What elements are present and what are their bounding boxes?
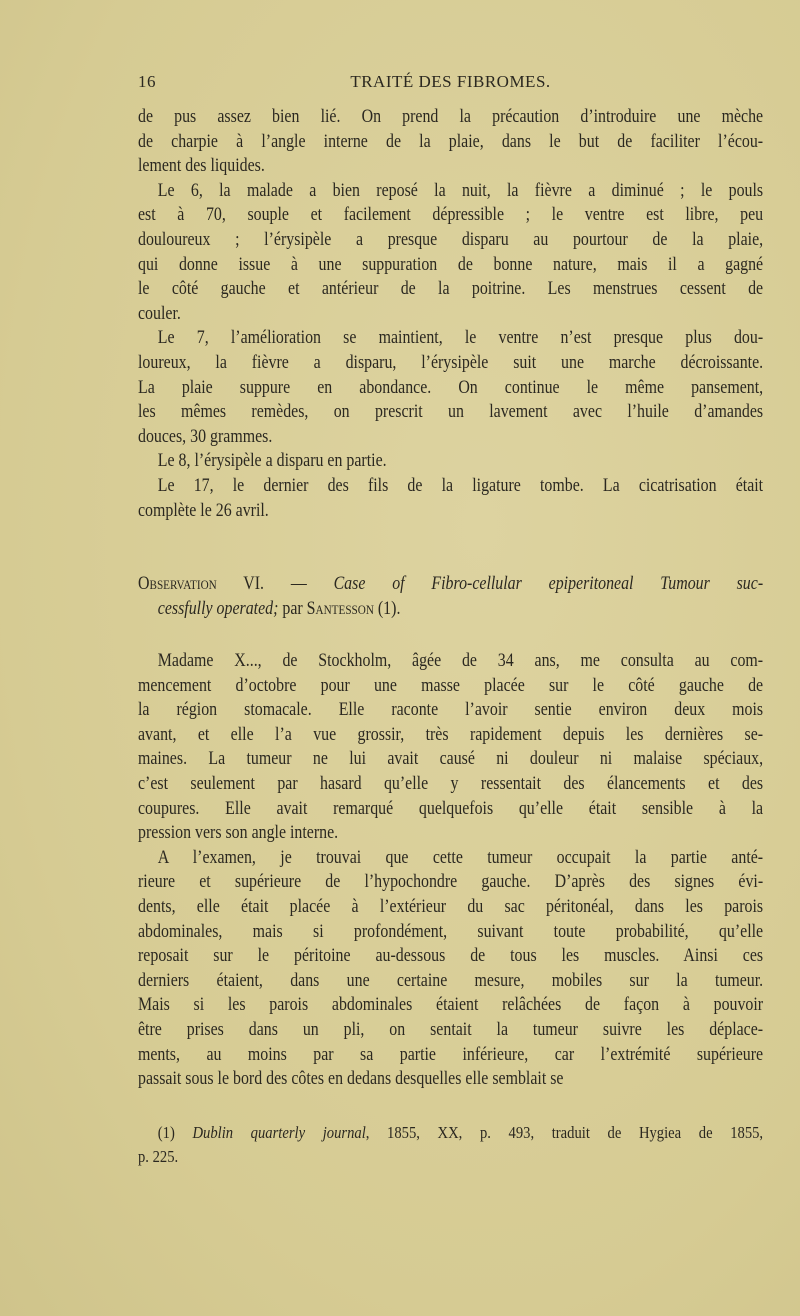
footnote-journal: Dublin quarterly journal [192,1123,366,1142]
text-line: Madame X..., de Stockholm, âgée de 34 ans, me consulta au com- [157,651,764,671]
text-line: A l’examen, je trouvai que cette tumeur occupait la partie anté- [157,847,764,868]
paragraph [138,326,763,449]
text-line: être prises dans un pli, on sentait la tumeur suivre les déplace- [138,1019,764,1040]
paragraph [138,105,763,179]
footnote-line-1 [138,1121,763,1145]
paragraph [138,649,763,846]
text-line: avant, et elle l’a vue grossir, très rapidement depuis les dernières se- [138,724,764,745]
footnote [138,1121,763,1169]
text-line: de pus assez bien lié. On prend la précaution d’introduire une mèche [138,107,764,127]
text-line: qui donne issue à une suppuration de bonne nature, mais il a gagné [138,254,764,275]
body-text-observation [138,649,763,1092]
observation-heading-line-1 [138,572,763,597]
text-line: la région stomacale. Elle raconte l’avoir sentie environ deux mois [138,700,764,721]
observation-label: Observation [138,574,217,594]
paragraph [138,474,763,523]
text-line: derniers étaient, dans une certaine mesure, mobiles sur la tumeur. [138,970,764,991]
body-text-top [138,105,763,523]
page-number: 16 [138,72,156,91]
text-line: douces, 30 grammes. [138,426,273,447]
text-line: c’est seulement par hasard qu’elle y ressentait des élancements et des [138,773,764,794]
text-line: La plaie suppure en abondance. On continue le même pansement, [138,377,764,398]
running-header [138,72,763,96]
text-line: abdominales, mais si profondément, suivant toute probabilité, qu’elle [138,921,764,942]
text-line: dents, elle était placée à l’extérieur du sac péritonéal, dans les parois [138,896,764,917]
footnote-marker: (1) [157,1123,193,1142]
text-line: ments, au moins par sa partie inférieure, car l’extrémité supérieure [138,1044,764,1065]
running-title: TRAITÉ DES FIBROMES. [350,72,551,91]
text-line: coupures. Elle avait remarqué quelquefois qu’elle était sensible à la [138,798,764,819]
observation-title-cont: cessfully operated; [157,598,279,619]
footnote-reference: (1). [373,598,401,619]
text-line: le côté gauche et antérieur de la poitrine. Les menstrues cessent de [138,279,764,300]
text-line: Le 17, le dernier des fils de la ligature tombe. La cicatrisation était [157,475,764,496]
text-line: mencement d’octobre pour une masse placée sur le côté gauche de [138,675,764,696]
text-line: loureux, la fièvre a disparu, l’érysipèle suit une marche décroissante. [138,352,764,373]
observation-par: par [278,598,307,619]
paragraph [138,179,763,327]
text-line: douloureux ; l’érysipèle a presque disparu au pourtour de la plaie, [138,229,764,250]
text-line: Le 6, la malade a bien reposé la nuit, la fièvre a diminué ; le pouls [157,180,764,201]
text-line: passait sous le bord des côtes en dedans desquelles elle semblait se [138,1069,564,1090]
observation-heading-line-2 [138,597,763,622]
text-line: couler. [138,303,181,324]
footnote-line-2: p. 225. [138,1147,179,1166]
paragraph [138,846,763,1092]
footnote-citation: , 1855, XX, p. 493, traduit de Hygiea de 1855, [365,1123,764,1142]
observation-title: Case of Fibro-cellular epiperitoneal Tumour suc- [333,574,764,594]
observation-author: Santesson [306,598,374,619]
text-line: Mais si les parois abdominales étaient relâchées de façon à pouvoir [138,995,764,1016]
text-line: pression vers son angle interne. [138,823,339,844]
text-line: complète le 26 avril. [138,500,269,521]
text-line: est à 70, souple et facilement dépressible ; le ventre est libre, peu [138,205,764,226]
text-line: Le 8, l’érysipèle a disparu en partie. [157,451,387,472]
text-line: lement des liquides. [138,156,265,177]
text-line: maines. La tumeur ne lui avait causé ni douleur ni malaise spéciaux, [138,749,764,770]
text-line: rieure et supérieure de l’hypochondre gauche. D’après des signes évi- [138,872,764,893]
paragraph [138,449,763,474]
text-line: les mêmes remèdes, on prescrit un lavement avec l’huile d’amandes [138,402,764,423]
text-line: Le 7, l’amélioration se maintient, le ventre n’est presque plus dou- [157,328,764,349]
text-line: reposait sur le péritoine au-dessous de tous les muscles. Ainsi ces [138,946,764,967]
observation-heading [138,572,763,621]
observation-number: VI. — [216,574,334,594]
text-line: de charpie à l’angle interne de la plaie, dans le but de faciliter l’écou- [138,131,764,152]
